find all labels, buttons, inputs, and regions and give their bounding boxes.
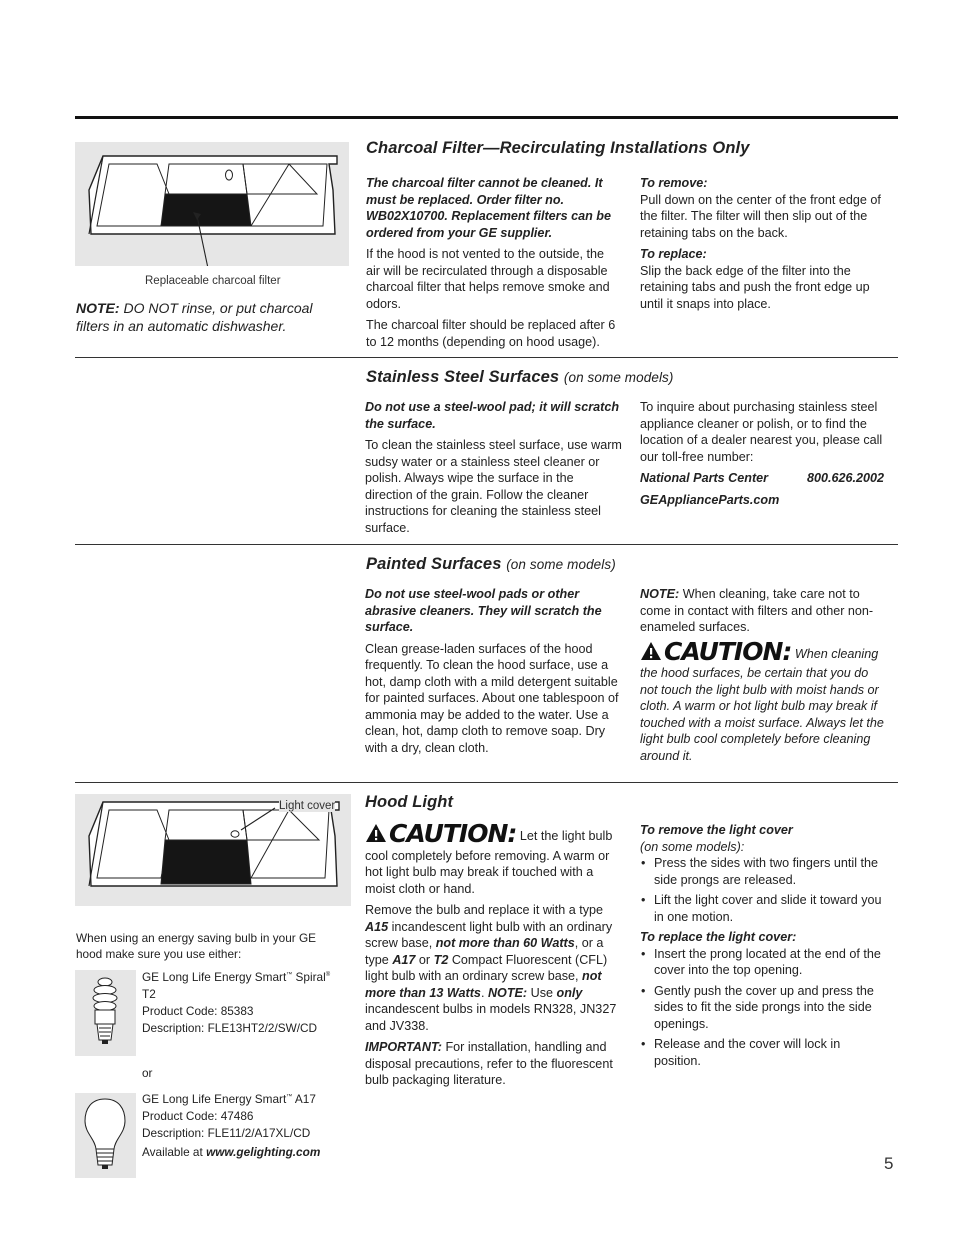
stainless-col2 <box>640 399 888 508</box>
replace-text-1: Remove the bulb and replace it with a type <box>365 903 604 917</box>
a15-type: A15 <box>365 919 389 934</box>
painted-caution-text: When cleaning the hood surfaces, be certain that you do not touch the light bulb with moist hands or cloth. A warm or hot light bulb may break if touched with a moist surface. Always let the light bulb cool completely before cleaning around it. <box>640 646 884 763</box>
bulb1-name: GE Long Life Energy Smart <box>142 969 287 984</box>
range-hood-drawing <box>75 142 349 266</box>
charcoal-para1: If the hood is not vented to the outside, the air will be recirculated through a disposable charcoal filter that helps remove smoke and odors. <box>366 247 610 311</box>
replace-steps-list <box>640 946 890 1070</box>
remove-cover-label: To remove the light cover <box>640 823 793 837</box>
list-item: • Lift the light cover and slide it toward you in one motion. <box>640 892 890 925</box>
charcoal-note <box>76 299 341 335</box>
not-more-60: not more than 60 Watts <box>435 936 575 950</box>
available-at: Available at <box>142 1144 203 1159</box>
section-divider <box>75 357 898 358</box>
hood-light-caution-text: Let the light bulb cool completely before removing. A warm or hot light bulb may break if touched with a moist cloth or hand. <box>365 829 613 896</box>
painted-note-text: When cleaning, take care not to come in contact with filters and other non-enameled surfaces. <box>640 587 874 634</box>
stainless-col1 <box>365 399 623 536</box>
painted-title-main: Painted Surfaces <box>366 555 502 573</box>
warning-triangle-icon <box>365 823 387 848</box>
stainless-website: GEApplianceParts.com <box>640 492 780 507</box>
a17-type: A17 <box>392 952 416 967</box>
only-word: only <box>556 985 583 1000</box>
use-word: Use <box>530 985 554 1000</box>
top-rule <box>75 116 898 119</box>
important-label: IMPORTANT: <box>365 1040 442 1054</box>
important-para <box>365 1039 619 1089</box>
a17-bulb-box <box>75 1093 136 1178</box>
bulb1-info <box>142 967 342 1037</box>
replace-text-2: incandescent light bulb with an ordinary screw base, <box>365 919 613 950</box>
charcoal-col2 <box>640 175 888 312</box>
not-more-13: not more than 13 Watts <box>365 969 602 1000</box>
section-divider <box>75 782 898 783</box>
charcoal-filter-caption: Replaceable charcoal filter <box>145 275 281 287</box>
stainless-para: To clean the stainless steel surface, use warm sudsy water or a stainless steel cleaner or polish. Always wipe the surface in the direction of the grain. Follow the cleaner instructions for cleaning the stainless steel surface. <box>365 438 622 535</box>
or-separator: or <box>142 1066 153 1080</box>
stainless-inquire: To inquire about purchasing stainless steel appliance cleaner or polish, or to find the location of a dealer nearest you, please call our toll-free number: <box>640 400 883 464</box>
warning-triangle-icon <box>640 641 662 666</box>
page-number: 5 <box>884 1154 894 1173</box>
bulb2-tm: ™ <box>286 1094 293 1100</box>
painted-caution <box>640 636 888 765</box>
remove-cover-sub: (on some models): <box>640 839 745 854</box>
section-divider <box>75 544 898 545</box>
charcoal-warning: The charcoal filter cannot be cleaned. It must be replaced. Order filter no. WB02X10700. Replacement filters can be ordered from your GE supplier. <box>366 176 611 240</box>
stainless-npc-phone: 800.626.2002 <box>806 471 884 485</box>
charcoal-note-label: NOTE: <box>76 300 120 316</box>
a17-bulb-icon <box>75 1093 136 1178</box>
stainless-title-main: Stainless Steel Surfaces <box>366 368 560 386</box>
bulb1-spiral: Spiral <box>295 969 326 984</box>
stainless-npc-label: National Parts Center <box>640 471 769 485</box>
painted-note-label: NOTE: <box>640 587 680 601</box>
hood-light-col1 <box>365 819 619 1089</box>
bulb2-name-line <box>142 1089 352 1108</box>
charcoal-note-text: DO NOT rinse, or put charcoal filters in an automatic dishwasher. <box>76 300 313 334</box>
charcoal-para2: The charcoal filter should be replaced after 6 to 12 months (depending on hood usage). <box>366 318 616 349</box>
painted-title-sub: (on some models) <box>506 557 616 572</box>
hood-light-caution <box>365 819 619 897</box>
painted-caution-word: CAUTION: <box>664 636 792 666</box>
replace-text-4: Compact Fluorescent (CFL) light bulb with an ordinary screw base, <box>365 952 608 983</box>
hood-note-label: NOTE: <box>487 985 528 1000</box>
charcoal-filter-illustration <box>75 142 349 266</box>
stainless-warning: Do not use a steel-wool pad; it will scratch the surface. <box>365 400 620 431</box>
light-cover-caption: Light cover <box>279 800 336 812</box>
list-item: • Gently push the cover up and press the sides to fit the side prongs into the side openings. <box>640 983 890 1033</box>
remove-steps-list <box>640 855 890 925</box>
replace-text-3: , or a type <box>365 936 604 967</box>
charcoal-col1 <box>366 175 618 350</box>
bulb1-reg: ® <box>325 972 331 978</box>
spiral-bulb-icon <box>75 970 136 1056</box>
bulb2-desc: Description: FLE11/2/A17XL/CD <box>142 1125 311 1140</box>
painted-col2 <box>640 586 888 764</box>
available-line <box>142 1144 352 1161</box>
painted-para: Clean grease-laden surfaces of the hood frequently. To clean the hood surface, use a hot, damp cloth with a mild detergent suitable for painted surfaces. About one tablespoon of ammonia may be added to the water. Use a clean, hot, damp cloth to remove soap. Dry with a dry, clean cloth. <box>365 641 619 755</box>
t2-type: T2 <box>433 952 449 967</box>
charcoal-replace-text: Slip the back edge of the filter into the retaining tabs and push the front edge up until it snaps into place. <box>640 263 870 311</box>
list-item: • Release and the cover will lock in position. <box>640 1036 890 1069</box>
painted-col1 <box>365 586 623 756</box>
bulb1-code: Product Code: 85383 <box>142 1003 254 1018</box>
bulb2-code: Product Code: 47486 <box>142 1108 254 1123</box>
charcoal-remove-label: To remove: <box>640 176 708 190</box>
bulb1-tm: ™ <box>286 972 293 978</box>
list-item: • Insert the prong located at the end of the cover into the top opening. <box>640 946 890 979</box>
bulb1-desc: Description: FLE13HT2/2/SW/CD <box>142 1020 318 1035</box>
or-word: or <box>418 952 431 967</box>
bulb2-type: A17 <box>294 1091 316 1106</box>
replace-cover-label: To replace the light cover: <box>640 930 797 944</box>
charcoal-title: Charcoal Filter—Recirculating Installations Only <box>366 139 750 157</box>
bulb2-name: GE Long Life Energy Smart <box>142 1091 287 1106</box>
stainless-title-sub: (on some models) <box>563 370 674 385</box>
important-text: For installation, handling and disposal precautions, refer to the fluorescent bulb packaging literature. <box>365 1040 613 1087</box>
bulb-replace-para <box>365 902 619 1034</box>
bulb2-info <box>142 1089 352 1161</box>
energy-intro: When using an energy saving bulb in your GE hood make sure you use either: <box>76 931 317 961</box>
painted-title <box>366 555 616 574</box>
bulb1-name-line <box>142 967 342 1003</box>
bulb1-type: T2 <box>142 986 156 1001</box>
replace-text-5: incandescent bulbs in models RN328, JN327 and JV338. <box>365 1002 617 1033</box>
gelighting-link[interactable]: www.gelighting.com <box>206 1144 321 1159</box>
stainless-npc-row <box>640 470 884 487</box>
list-item: • Press the sides with two fingers until the side prongs are released. <box>640 855 890 888</box>
hood-light-caution-word: CAUTION: <box>389 819 517 848</box>
stainless-title <box>366 368 674 387</box>
charcoal-replace-label: To replace: <box>640 247 707 261</box>
period: . <box>480 985 485 1000</box>
spiral-bulb-box <box>75 970 136 1056</box>
charcoal-remove-text: Pull down on the center of the front edge of the filter. The filter will then slip out of the retaining tabs on the back. <box>640 192 881 240</box>
painted-warning: Do not use steel-wool pads or other abrasive cleaners. They will scratch the surface. <box>365 587 602 634</box>
hood-light-title: Hood Light <box>365 793 454 811</box>
hood-light-col2 <box>640 822 890 1073</box>
